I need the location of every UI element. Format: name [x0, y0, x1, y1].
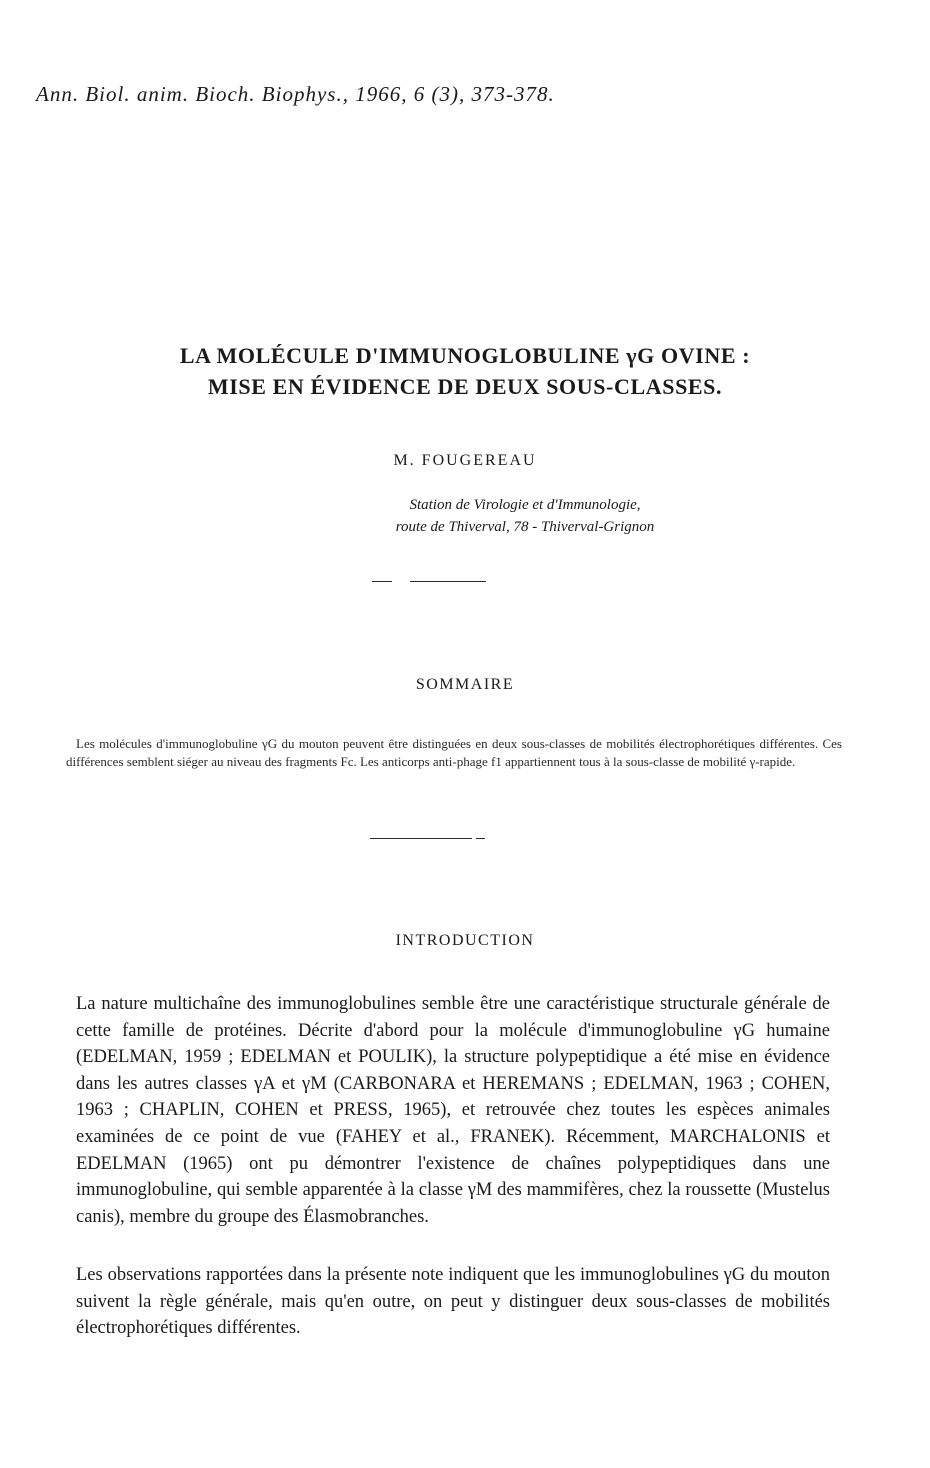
separator-rule-top-short	[372, 581, 392, 582]
introduction-paragraph-2: Les observations rapportées dans la présente note indiquent que les immunoglobulines γG du mouton suivent la règle générale, mais qu'en outre, on peut y distinguer deux sous-classes de mobilités électrophorétiques différentes.	[76, 1265, 830, 1339]
separator-rule-top-long	[410, 581, 486, 582]
author-name: M. FOUGEREAU	[393, 452, 537, 469]
journal-citation: Ann. Biol. anim. Bioch. Biophys., 1966, 6 (3), 373-378.	[36, 82, 555, 106]
article-title-line-1: LA MOLÉCULE D'IMMUNOGLOBULINE γG OVINE :	[179, 343, 751, 368]
summary-heading: SOMMAIRE	[415, 676, 515, 693]
author-affiliation	[0, 494, 930, 538]
introduction-heading: INTRODUCTION	[395, 932, 535, 949]
summary-text: Les molécules d'immunoglobuline γG du mouton peuvent être distinguées en deux sous-classes de mobilités électrophorétiques différentes. Ces différences semblent siéger au niveau des fragments Fc. Les anticorps anti-phage f1 appartiennent tous à la sous-classe de mobilité γ-rapide.	[66, 736, 842, 769]
affiliation-line-2: route de Thiverval, 78 - Thiverval-Grignon	[395, 519, 655, 535]
separator-rule-bottom-short	[476, 838, 485, 839]
affiliation-line-1: Station de Virologie et d'Immunologie,	[409, 497, 641, 513]
article-title	[0, 340, 930, 402]
article-title-line-2: MISE EN ÉVIDENCE DE DEUX SOUS-CLASSES.	[207, 374, 723, 399]
introduction-paragraph-1: La nature multichaîne des immunoglobulines semble être une caractéristique structurale générale de cette famille de protéines. Décrite d'abord pour la molécule d'immunoglobuline γG humaine (EDELMAN, 1959 ; EDELMAN et POULIK), la structure polypeptidique a été mise en évidence dans les autres classes γA et γM (CARBONARA et HEREMANS ; EDELMAN, 1963 ; COHEN, 1963 ; CHAPLIN, COHEN et PRESS, 1965), et retrouvée chez toutes les espèces animales examinées de ce point de vue (FAHEY et al., FRANEK). Récemment, MARCHALONIS et EDELMAN (1965) ont pu démontrer l'existence de chaînes polypeptidiques dans une immunoglobuline, qui semble apparentée à la classe γM des mammifères, chez la roussette (Mustelus canis), membre du groupe des Élasmobranches.	[76, 994, 830, 1227]
separator-rule-bottom-long	[370, 838, 472, 839]
